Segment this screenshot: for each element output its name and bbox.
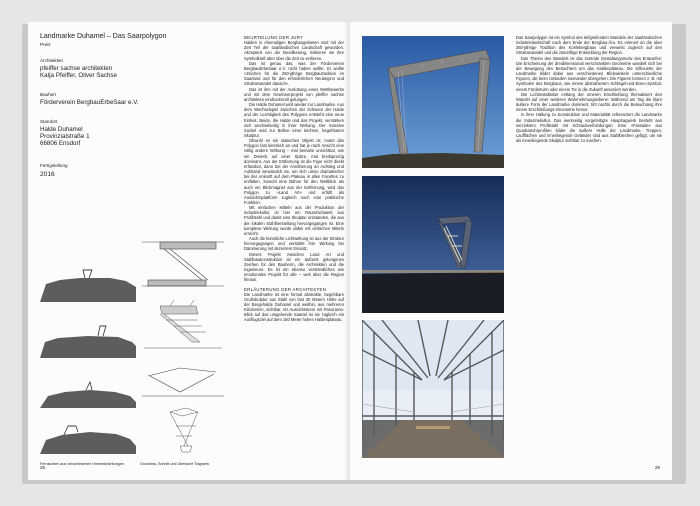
jury-paragraph: Das ist ihm mit der Auslobung eines Wettbewerbs und mit dem Gewinnerprojekt von pfeiffer sachse architekten eindrucksvoll gelungen.	[244, 86, 344, 102]
photo-landmark-dusk	[362, 176, 504, 313]
page-title: Landmarke Duhamel – Das Saarpolygon	[40, 33, 167, 40]
award-label: Preis	[40, 42, 51, 47]
photo-landmark-interior	[362, 320, 504, 458]
jury-heading: BEURTEILUNG DER JURY	[244, 35, 304, 40]
right-text-column	[516, 35, 662, 460]
silhouette-views	[40, 262, 136, 458]
jury-paragraph: Obwohl es ein statisches Objekt ist, mutet das Polygon fast kinetisch an und hat je nach Ansicht eine völlig andere Wirkung – mal beinahe unsichtbar, wie ein Dreieck auf einer Spitze, mal breitspreizig dominant. Aus der Entfernung ist die Figur nicht direkt erfassbar, dann bei der Annäherung an Aufstieg und Aufstand verwandelt sie, um sich umso dramatischer bei der Ankunft auf dem Plateau in allen Facetten zu entfalten. Sowohl eine Bühne für den Weltblick als auch ein Blickmagnet aus der Entfernung, wird das Polygon zu »Land Art« und erfüllt als Aussichtsplattform zugleich noch eine praktische Funktion.	[244, 138, 344, 205]
page-number-left: 26	[40, 465, 46, 470]
caption-drawings: Grundriss, Schnitt und Übersicht Tragwerk	[140, 462, 210, 466]
jury-paragraph: Mit einfachen Mitteln aus der Produktion der Industriekultur ist hier ein Raumfachwerk aus Profilstahl und damit eine Skulptur entstanden, die aus der lokalen Stahlherstellung hervorgegangen ist. Eine komplexe Wirkung wurde dabei mit einfachen Mitteln erreicht.	[244, 205, 344, 236]
body-paragraph: Die Lichtinstallation entlang der inneren Erschließung thematisiert den Wandel auf einer weiteren Wahrnehmungsebene: Während am Tag die klare äußere Form der Landmarke dominiert, tritt nachts durch die Beleuchtung ihre innere Erschließungs-Geometrie hervor.	[516, 91, 662, 113]
architects-label: Architekten	[40, 58, 63, 63]
client-value: Förderverein BergbauErbeSaar e.V.	[40, 99, 139, 106]
architects-paragraph: Die Landmarke ist eine formal abstrakte, begehbare Großskulptur aus Stahl von fast 30 Metern Höhe auf der Bergehalde Duhamel und weithin, aus mehreren Kilometern, sichtbar. Als Aussichtsturm mit Panorama-Blick auf das umgebende Saartal ist sie zugleich ein Ausflugsziel auf dem 150 Meter hohen Haldenplateau.	[244, 291, 344, 323]
body-paragraph: In ihrer Haltung zu Konstruktion und Materialität referenziert die Landmarke die Industriekultur. Das werkseitig vorgefertigte Hauptragwerk besteht aus verzinktem Profilstahl mit Schraubverbindungen. Eine »Fassade« aus Quadratrohrprofilen bildet die äußere Hülle der Landmarke. Treppen, Laufflächen und innenliegende Geländer sind aus Stahlblechen gefügt, um sie als innenliegende Skulptur sichtbar zu machen.	[516, 112, 662, 144]
jury-paragraph: Halden in ehemaligen Bergbaugebieten sind mit der Zeit Teil der saarländischen Landschaft geworden. Akzeptiert von der Bevölkerung, risikieren sie ihre Symbolkraft aber über die Zeit zu verlieren.	[244, 40, 344, 61]
body-paragraph: Das Thema des Wandels ist das zentrale Gestaltungsmotiv des Entwurfes: Die Erscheinung der dreidimensional verschränkten Geometrie wandelt sich bei der Bewegung des Betrachters um das Haldenplateau. Die Silhouette der Landmarke bildet dabei aus verschiedenen Blickwinkeln unterschiedliche Figuren, die beim Umlaufen ineinander übergehen. Die Figuren können z. B. mit Symbolen des Bergbaus, wie einem abstrahierten Schlägel-und-Eisen-Symbol, einem Förderturm oder einem Tor in die Zukunft assoziiert werden.	[516, 55, 662, 92]
page-number-right: 29	[654, 465, 660, 470]
plan-section-drawings	[140, 240, 226, 458]
body-paragraph: Das Saarpolygon ist ein Symbol des tiefgreifenden Wandels der saarländischen Industrielandschaft nach dem Ende der Bergbau-Ära. Es erinnert an die über 250-jährige Tradition des Kohlebergbaus und verweist zugleich auf den Strukturwandel und die zukünftige Entwicklung der Region.	[516, 35, 662, 56]
architects-value: pfeiffer sachse architekten Katja Pfeiffer, Oliver Sachse	[40, 65, 117, 80]
left-page	[28, 22, 350, 480]
caption-views: Fernsichten aus verschiedenen Himmelsrichtungen	[40, 462, 124, 466]
photo-landmark-day	[362, 36, 504, 168]
client-label: Bauherr	[40, 92, 57, 97]
location-label: Standort	[40, 119, 58, 124]
jury-text-column	[244, 35, 344, 468]
jury-paragraph: Dieses Projekt zwischen Land Art und Stahlbaukonstruktion ist ein äußerst gelungenes Zeichen für den Bauherrn, die Architekten und die Ingenieure. Es ist ein ebenso verständliches wie emotionales Projekt für alle – weit über die Region hinaus.	[244, 251, 344, 283]
jury-paragraph: Die Halde Duhamel wird wieder zur Landmarke. Aus dem Wechselspiel zwischen der Schwere der Halde und der Leichtigkeit des Polygons entsteht eine neue Einheit. Beide, die Halde und das Projekt, verstärken sich wechselseitig in ihrer Wirkung. Der massive Sockel wird zur Bühne einer leichten, begehbaren Skulptur.	[244, 102, 344, 138]
completion-year: 2016	[40, 171, 55, 178]
right-page	[350, 22, 672, 480]
jury-paragraph: Das ist genau das, was der Förderverein BergbauErbeSaar e.V. nicht haben wollte. Er wollte »Zeichen für die 250-jährige Bergbautradition im Saarland und für den erforderlichen Neubeginn und Strukturwandel danach«.	[244, 60, 344, 87]
jury-paragraph: Auch die künstliche Lichtwirkung ist aus der Struktur hervorgegangen und verstärkt ihre Wirkung bei Dämmerung mit dezentem Einsatz.	[244, 236, 344, 252]
architects-heading: ERLÄUTERUNG DER ARCHITEKTEN	[244, 286, 327, 292]
completion-label: Fertigstellung	[40, 163, 68, 168]
location-value: Halde Duhamel Provinzialstraße 1 66806 Ensdorf	[40, 126, 90, 148]
